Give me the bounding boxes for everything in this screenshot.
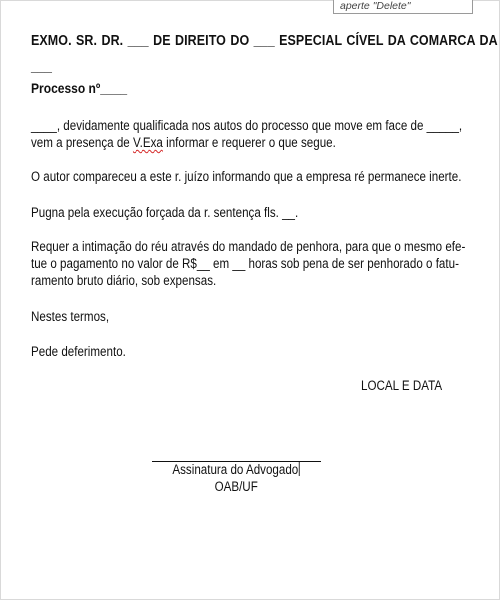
delete-hint-text: aperte "Delete" <box>340 0 411 12</box>
signature-name: Assinatura do Advogado <box>172 462 299 477</box>
delete-hint-tooltip <box>333 0 473 14</box>
text-cursor <box>299 462 300 476</box>
paragraph-requer-line-3: ramento bruto diário, sob expensas. <box>31 273 217 288</box>
paragraph-intro-line-1: ____, devidamente qualificada nos autos do processo que move em face de _____, <box>31 118 463 133</box>
heading-line-1: EXMO. SR. DR. ___ DE DIREITO DO ___ ESPECIAL CÍVEL DA COMARCA DA <box>31 33 498 49</box>
paragraph-autor <box>31 168 462 185</box>
paragraph-requer-line-1: Requer a intimação do réu através do mandado de penhora, para que o mesmo efe- <box>31 239 466 254</box>
signature-block[interactable] <box>152 461 321 495</box>
paragraph-requer <box>31 238 466 289</box>
paragraph-pugna-text: Pugna pela execução forçada da r. sentença fls. __. <box>31 205 299 220</box>
nestes-termos-text: Nestes termos, <box>31 309 110 324</box>
paragraph-autor-text: O autor compareceu a este r. juízo informando que a empresa ré permanece inerte. <box>31 169 462 184</box>
signature-oab: OAB/UF <box>214 479 259 494</box>
processo-number: Processo nº____ <box>31 80 128 96</box>
document-heading <box>31 28 498 80</box>
heading-line-2: ___ <box>31 59 53 75</box>
paragraph-intro-line-2 <box>31 134 442 151</box>
paragraph-intro-line-2-start: vem a presença de <box>31 135 133 150</box>
paragraph-intro-line-2-end: informar e requerer o que segue. <box>162 135 336 150</box>
spellcheck-flagged-word[interactable]: V.Exa <box>132 135 163 150</box>
paragraph-nestes-termos <box>31 308 442 325</box>
paragraph-intro <box>31 117 463 151</box>
paragraph-requer-line-2: tue o pagamento no valor de R$__ em __ horas sob pena de ser penhorado o fatu- <box>31 256 459 271</box>
paragraph-pugna <box>31 204 442 221</box>
local-e-data: LOCAL E DATA <box>360 378 443 393</box>
deferimento-text: Pede deferimento. <box>31 344 126 359</box>
paragraph-deferimento <box>31 343 442 360</box>
